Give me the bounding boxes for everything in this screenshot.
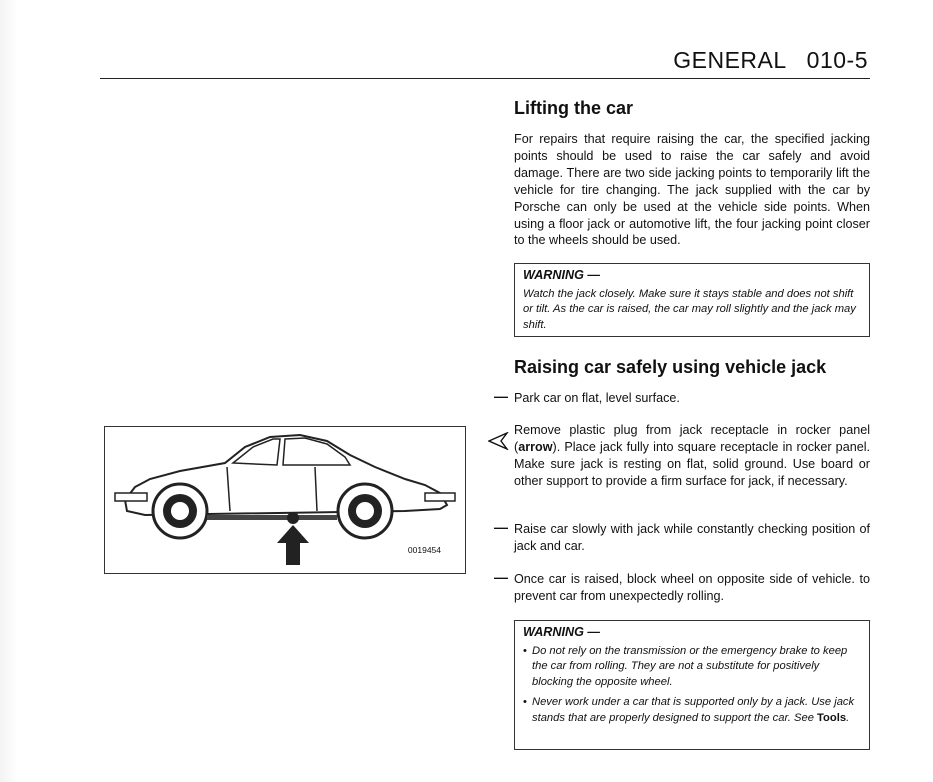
warning-text: Watch the jack closely. Make sure it stays stable and does not shift or tilt. As the car is raised, the car may roll slightly and the jack may shift.: [523, 287, 856, 331]
step-dash: —: [494, 519, 508, 535]
header-text: [673, 47, 868, 74]
warning-bullet-1: • Do not rely on the transmission or the emergency brake to keep the car from rolling. They are not a substitute for positively blocking the opposite wheel.: [523, 644, 861, 691]
see-suffix: .: [846, 711, 850, 724]
step-2: [514, 422, 870, 490]
step-1: Park car on flat, level surface.: [514, 391, 680, 405]
figure-label: 0019454: [407, 545, 441, 555]
step-3: Raise car slowly with jack while constantly checking position of jack and car.: [514, 522, 870, 553]
header-section: GENERAL: [673, 47, 787, 73]
step-2-text-a: Remove plastic plug from jack receptacle in rocker panel (: [514, 423, 870, 454]
section-title-raising: Raising car safely using vehicle jack: [514, 357, 827, 377]
page-edge: [0, 0, 18, 782]
step-dash: —: [494, 388, 508, 404]
arrow-pointer-icon: [488, 432, 510, 450]
step-2-text-b: ). Place jack fully into square receptacle in rocker panel. Make sure jack is resting on flat, solid ground. Use board or other support to provide a firm surface for jack, if necessary.: [514, 439, 870, 488]
warning-title: WARNING —: [523, 268, 600, 282]
page-header: [100, 44, 870, 79]
step-dash: —: [494, 569, 508, 585]
warning-title: WARNING —: [523, 625, 600, 639]
section-title-lifting: Lifting the car: [514, 98, 634, 118]
see-prefix: See: [794, 711, 818, 724]
header-page-number: 010-5: [806, 47, 868, 73]
step-4: Once car is raised, block wheel on opposite side of vehicle. to prevent car from unexpectedly rolling.: [514, 572, 870, 603]
see-tools-link: Tools: [817, 711, 847, 724]
lifting-paragraph: For repairs that require raising the car, the specified jacking points should be used to raise the car safely and avoid damage. There are two side jacking points to temporarily lift the vehicle for tire changing. The jack supplied with the car by Porsche can only be used at the vehicle side points. When using a floor jack or automotive lift, the four jacking point closer to the wheels should be used.: [514, 132, 870, 248]
warning-box-2: [514, 620, 870, 750]
warning-bullet-2-text: Never work under a car that is supported only by a jack. Use jack stands that are properly designed to support the car.: [532, 696, 855, 724]
car-figure: [104, 426, 466, 574]
warning-box-1: [514, 263, 870, 337]
step-2-bold: arrow: [518, 439, 553, 454]
warning-bullet-2: [523, 695, 861, 726]
